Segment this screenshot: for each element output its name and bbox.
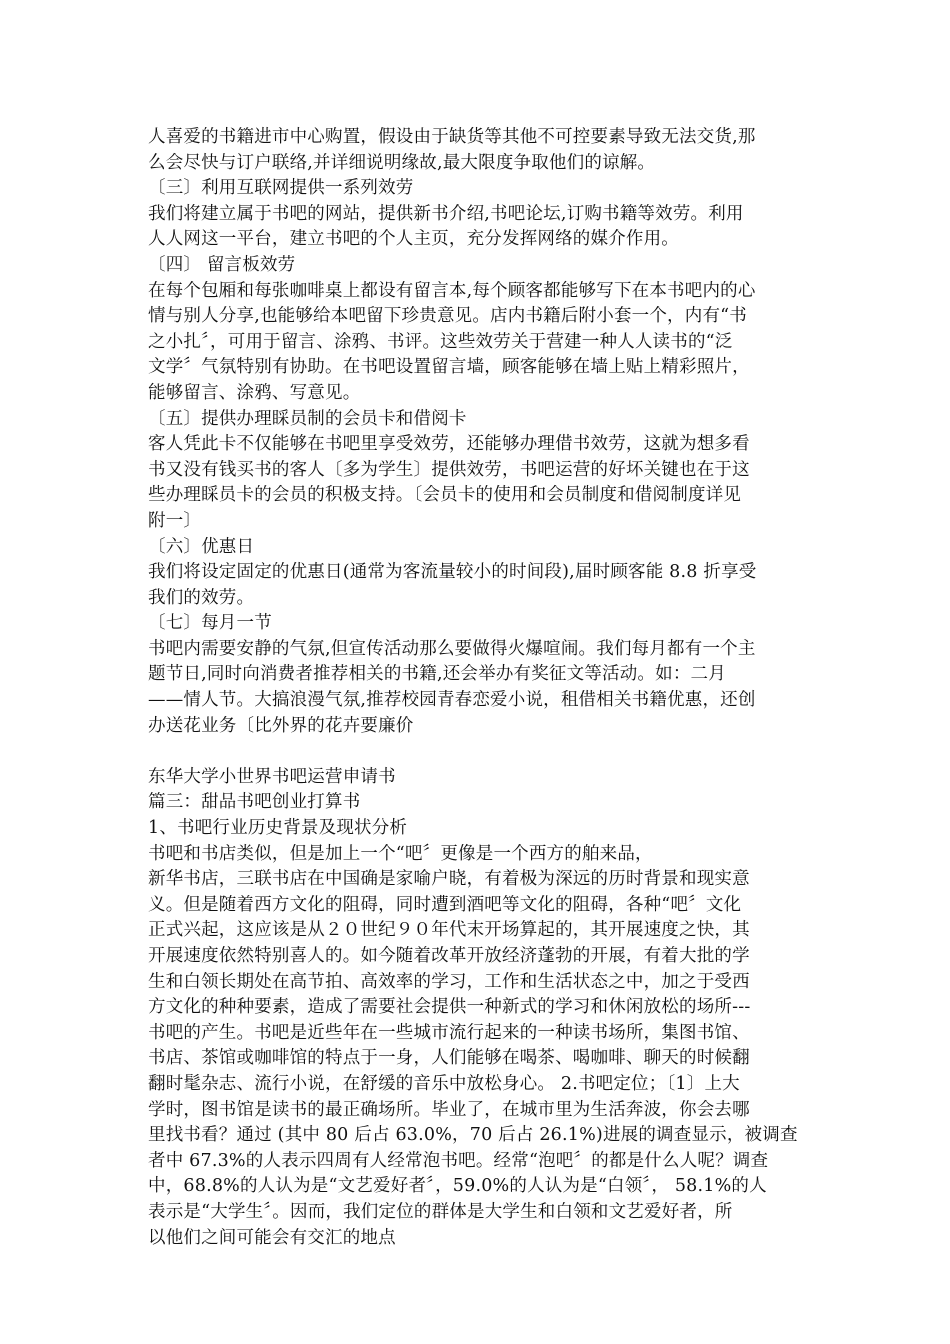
- text-line: 里找书看？通过 (其中 80 后占 63.0%，70 后占 26.1%)进展的调查显示，被调查: [148, 1125, 798, 1146]
- text-line: 中，68.8%的人认为是“文艺爱好者〞，59.0%的人认为是“白领〞， 58.1%的人: [148, 1176, 767, 1197]
- text-line: 在每个包厢和每张咖啡桌上都设有留言本,每个顾客都能够写下在本书吧内的心: [148, 280, 756, 301]
- text-line: 人喜爱的书籍进市中心购置，假设由于缺货等其他不可控要素导致无法交货,那: [148, 127, 756, 147]
- document-body: [148, 125, 808, 1251]
- text-line: 些办理睬员卡的会员的积极支持。〔会员卡的使用和会员制度和借阅制度详见: [148, 485, 742, 506]
- text-line: 〔三〕利用互联网提供一系列效劳: [148, 178, 414, 199]
- text-line: 情与别人分享,也能够给本吧留下珍贵意见。店内书籍后附小套一个，内有“书: [148, 306, 748, 327]
- text-line: 开展速度依然特别喜人的。如今随着改革开放经济蓬勃的开展，有着大批的学: [148, 946, 750, 966]
- section-gap: [148, 739, 808, 765]
- text-line: 我们将设定固定的优惠日(通常为客流量较小的时间段),届时顾客能 8.8 折享受: [148, 562, 757, 583]
- text-line: 能够留言、涂鸦、写意见。: [148, 382, 361, 403]
- text-line: 书吧内需要安静的气氛,但宣传活动那么要做得火爆喧闹。我们每月都有一个主: [148, 638, 756, 659]
- text-line: 〔七〕每月一节: [148, 613, 272, 634]
- text-line: 〔六〕优惠日: [148, 536, 255, 557]
- text-line: 〔四〕 留言板效劳: [148, 254, 296, 275]
- text-line: 书店、茶馆或咖啡馆的特点于一身，人们能够在喝茶、喝咖啡、聊天的时候翻: [148, 1048, 750, 1069]
- text-line: 者中 67.3%的人表示四周有人经常泡书吧。经常“泡吧〞的都是什么人呢？调查: [148, 1150, 769, 1171]
- text-line: 新华书店，三联书店在中国确是家喻户晓，有着极为深远的历时背景和现实意: [148, 869, 750, 890]
- text-line: 以他们之间可能会有交汇的地点: [148, 1227, 396, 1248]
- text-line: 题节日,同时向消费者推荐相关的书籍,还会举办有奖征文等活动。如：二月: [148, 664, 726, 685]
- text-line: 正式兴起，这应该是从２０世纪９０年代末开场算起的，其开展速度之快，其: [148, 920, 750, 941]
- text-line: 人人网这一平台，建立书吧的个人主页，充分发挥网络的媒介作用。: [148, 229, 679, 250]
- text-line: 义。但是随着西方文化的阻碍，同时遭到酒吧等文化的阻碍，各种“吧〞文化: [148, 894, 742, 915]
- text-line: 翻时髦杂志、流行小说，在舒缓的音乐中放松身心。 2.书吧定位；〔1〕上大: [148, 1073, 740, 1094]
- text-line: 客人凭此卡不仅能够在书吧里享受效劳，还能够办理借书效劳，这就为想多看: [148, 434, 750, 455]
- section-dessert-book-bar-plan: [148, 765, 808, 1251]
- text-line: 学时，图书馆是读书的最正确场所。毕业了，在城市里为生活奔波，你会去哪: [148, 1099, 750, 1120]
- text-line: 东华大学小世界书吧运营申请书: [148, 766, 396, 787]
- text-line: 篇三：甜品书吧创业打算书: [148, 792, 361, 813]
- text-line: 书吧和书店类似，但是加上一个“吧〞更像是一个西方的舶来品，: [148, 843, 653, 864]
- text-line: 书又没有钱买书的客人〔多为学生〕提供效劳，书吧运营的好坏关键也在于这: [148, 459, 750, 480]
- text-line: 生和白领长期处在高节拍、高效率的学习，工作和生活状态之中，加之于受西: [148, 971, 750, 992]
- text-line: 书吧的产生。书吧是近些年在一些城市流行起来的一种读书场所，集图书馆、: [148, 1022, 750, 1043]
- text-line: 之小扎〞，可用于留言、涂鸦、书评。这些效劳关于营建一种人人读书的“泛: [148, 331, 733, 352]
- text-line: 方文化的种种要素，造成了需要社会提供一种新式的学习和休闲放松的场所---: [148, 997, 751, 1018]
- text-line: ——情人节。大搞浪漫气氛,推荐校园青春恋爱小说，租借相关书籍优惠，还创: [148, 690, 756, 711]
- text-line: 我们的效劳。: [148, 587, 255, 608]
- section-book-bar-services: [148, 125, 808, 739]
- text-line: 文学〞气氛特别有协助。在书吧设置留言墙，顾客能够在墙上贴上精彩照片，: [148, 357, 750, 378]
- text-line: 我们将建立属于书吧的网站，提供新书介绍,书吧论坛,订购书籍等效劳。利用: [148, 203, 744, 224]
- text-line: 附一〕: [148, 510, 202, 531]
- text-line: 办送花业务〔比外界的花卉要廉价: [148, 715, 414, 736]
- text-line: 么会尽快与订户联络,并详细说明缘故,最大限度争取他们的谅解。: [148, 152, 656, 173]
- text-line: 表示是“大学生〞。因而，我们定位的群体是大学生和白领和文艺爱好者，所: [148, 1201, 733, 1222]
- text-line: 1、书吧行业历史背景及现状分析: [148, 818, 408, 839]
- text-line: 〔五〕提供办理睬员制的会员卡和借阅卡: [148, 408, 467, 429]
